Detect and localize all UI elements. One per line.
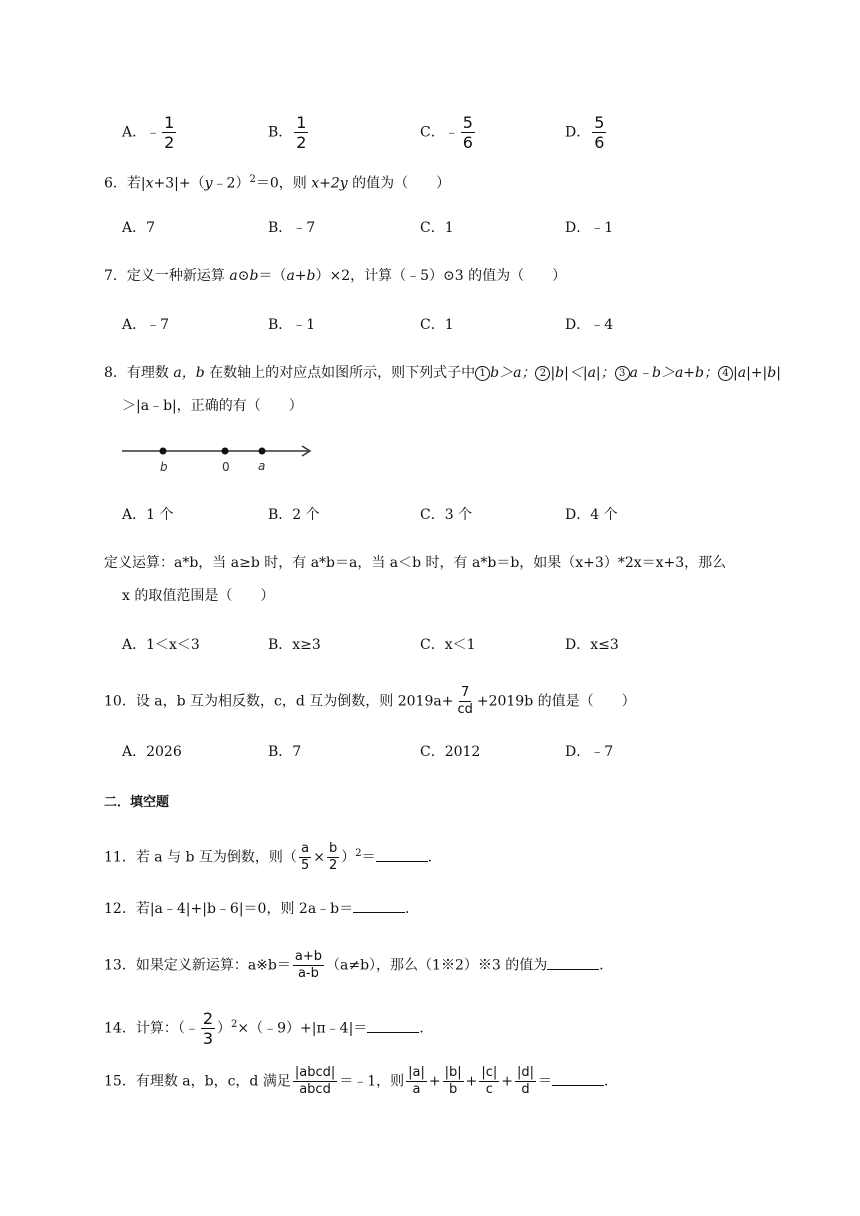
q6-option-c: C．1 <box>420 220 454 236</box>
section-title-fill-blank: 二．填空题 <box>104 795 170 810</box>
point-a <box>259 448 266 455</box>
q8-option-d: D．4 个 <box>565 507 618 523</box>
q8-option-c: C．3 个 <box>420 507 473 523</box>
label-b: b <box>160 460 168 474</box>
q5-option-b: B． $\frac{1}{2}$ <box>268 113 307 152</box>
q13-answer-blank <box>547 955 599 970</box>
question-8-line-2: ＞|a﹣b|，正确的有（ ） <box>122 398 303 414</box>
q9-option-d: D．x≤3 <box>565 637 619 653</box>
q12-answer-blank <box>353 898 405 913</box>
q10-option-b: B．7 <box>268 744 302 760</box>
q10-option-a: A．2026 <box>122 744 182 760</box>
number-line-figure <box>118 440 318 476</box>
q6-option-a: A．7 <box>122 220 156 236</box>
q15-answer-blank <box>552 1071 604 1086</box>
question-10: 10．设 a，b 互为相反数，c，d 互为倒数，则 2019a+ $\frac{7}{cd}$ +2019b 的值是（ ） <box>104 685 636 717</box>
question-11: 11．若 a 与 b 互为倒数，则（ $\frac{a}{5}$ × $\frac{b}{2}$ ）$^2$＝ ． <box>104 841 442 873</box>
question-13: 13．如果定义新运算：a※b＝ $\frac{a+b}{a-b}$ （a≠b），那么（1※2）※3 的值为 ． <box>104 949 614 981</box>
q10-option-d: D．﹣7 <box>565 744 614 760</box>
label-a: a <box>258 459 266 473</box>
q7-option-d: D．﹣4 <box>565 317 614 333</box>
question-8-line-1: 8．有理数 a，b 在数轴上的对应点如图所示，则下列式子中 1 b＞a； 2 |b|＜|a|； 3 a﹣b＞a+b； 4 |a|+|b| <box>104 365 781 381</box>
q8-option-b: B．2 个 <box>268 507 320 523</box>
q5-option-d: D． $\frac{5}{6}$ <box>565 113 605 152</box>
question-12: 12．若|a﹣4|+|b﹣6|＝0，则 2a﹣b＝ ． <box>104 898 419 919</box>
q6-option-d: D．﹣1 <box>565 220 614 236</box>
label-0: 0 <box>222 460 230 474</box>
question-9-line-1: 定义运算：a*b，当 a≥b 时，有 a*b＝a，当 a＜b 时，有 a*b＝b，如果（x+3）*2x＝x+3，那么 <box>104 555 727 571</box>
q9-option-b: B．x≥3 <box>268 637 321 653</box>
q8-option-a: A．1 个 <box>122 507 174 523</box>
question-14: 14．计算：（﹣ $\frac{2}{3}$ ）$^2$×（﹣9）+|π﹣4|＝ ． <box>104 1009 434 1048</box>
point-b <box>160 448 167 455</box>
question-7: 7．定义一种新运算 a⊙b＝（a+b）×2，计算（﹣5）⊙3 的值为（ ） <box>104 268 567 284</box>
q5-option-c: C．﹣ $\frac{5}{6}$ <box>420 113 473 152</box>
q6-option-b: B．﹣7 <box>268 220 316 236</box>
q9-option-a: A．1＜x＜3 <box>122 637 200 653</box>
q10-option-c: C．2012 <box>420 744 481 760</box>
q14-answer-blank <box>367 1018 419 1033</box>
question-6: 6．若|x+3|+（y﹣2）$^2$＝0，则 x+2y 的值为（ ） <box>104 174 451 192</box>
question-15: 15．有理数 a，b，c，d 满足 $\frac{\text{|abcd|}}{\text{abcd}}$ ＝﹣1，则 $\frac{|a|}{a}$ + $\frac{|b|}{b}$ + $\frac{|c|}{c}$ + $\frac{|d|}{d}$ ＝ ． <box>104 1065 619 1097</box>
q7-option-a: A．﹣7 <box>122 317 170 333</box>
point-0 <box>222 448 229 455</box>
q9-option-c: C．x＜1 <box>420 637 476 653</box>
q7-option-b: B．﹣1 <box>268 317 316 333</box>
q7-option-c: C．1 <box>420 317 454 333</box>
question-9-line-2: x 的取值范围是（ ） <box>122 588 275 604</box>
q5-option-a: A．﹣ $\frac{1}{2}$ <box>122 113 175 152</box>
q11-answer-blank <box>376 847 428 862</box>
